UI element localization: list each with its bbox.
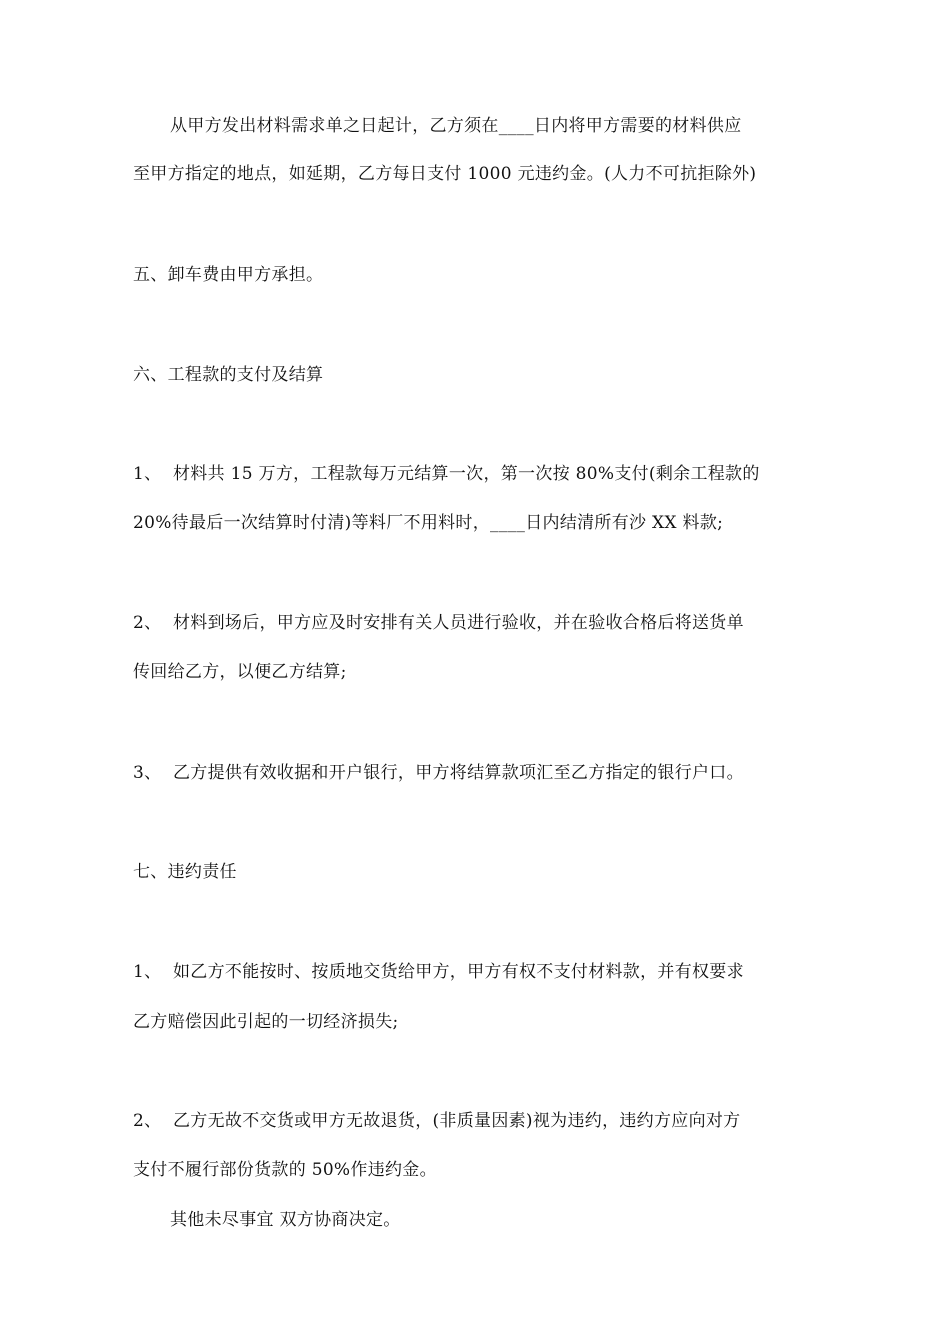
clause7-heading: 七、违约责任 bbox=[133, 862, 237, 882]
closing-statement: 其他未尽事宜 双方协商决定。 bbox=[170, 1210, 401, 1230]
clause7-item2-number: 2、 bbox=[133, 1111, 162, 1131]
clause6-item3-text: 乙方提供有效收据和开户银行，甲方将结算款项汇至乙方指定的银行户口。 bbox=[173, 763, 744, 783]
clause6-item1-line2: 20%待最后一次结算时付清)等料厂不用料时，____日内结清所有沙 XX 料款; bbox=[133, 513, 724, 533]
clause6-item3-line1 bbox=[133, 761, 823, 785]
clause6-item2-number: 2、 bbox=[133, 613, 162, 633]
clause4-line2: 至甲方指定的地点，如延期，乙方每日支付 1000 元违约金。(人力不可抗拒除外) bbox=[133, 164, 757, 184]
clause7-item1-line2: 乙方赔偿因此引起的一切经济损失; bbox=[133, 1012, 399, 1032]
clause7-item2-text: 乙方无故不交货或甲方无故退货，(非质量因素)视为违约，违约方应向对方 bbox=[173, 1111, 741, 1131]
clause6-item2-text: 材料到场后，甲方应及时安排有关人员进行验收，并在验收合格后将送货单 bbox=[173, 613, 744, 633]
clause6-item1-line1 bbox=[133, 462, 823, 486]
clause6-item3-number: 3、 bbox=[133, 763, 162, 783]
clause6-item1-text: 材料共 15 万方，工程款每万元结算一次，第一次按 80%支付(剩余工程款的 bbox=[173, 464, 760, 484]
clause6-item2-line1 bbox=[133, 611, 823, 635]
clause7-item2-line1 bbox=[133, 1109, 823, 1133]
clause6-heading: 六、工程款的支付及结算 bbox=[133, 365, 324, 385]
clause7-item1-line1 bbox=[133, 960, 823, 984]
clause6-item1-number: 1、 bbox=[133, 464, 162, 484]
clause7-item1-number: 1、 bbox=[133, 962, 162, 982]
clause7-item2-line2: 支付不履行部份货款的 50%作违约金。 bbox=[133, 1160, 437, 1180]
clause5-heading: 五、卸车费由甲方承担。 bbox=[133, 265, 324, 285]
clause4-line1: 从甲方发出材料需求单之日起计，乙方须在____日内将甲方需要的材料供应 bbox=[170, 116, 742, 136]
clause7-item1-text: 如乙方不能按时、按质地交货给甲方，甲方有权不支付材料款，并有权要求 bbox=[173, 962, 744, 982]
clause6-item2-line2: 传回给乙方，以便乙方结算; bbox=[133, 662, 347, 682]
